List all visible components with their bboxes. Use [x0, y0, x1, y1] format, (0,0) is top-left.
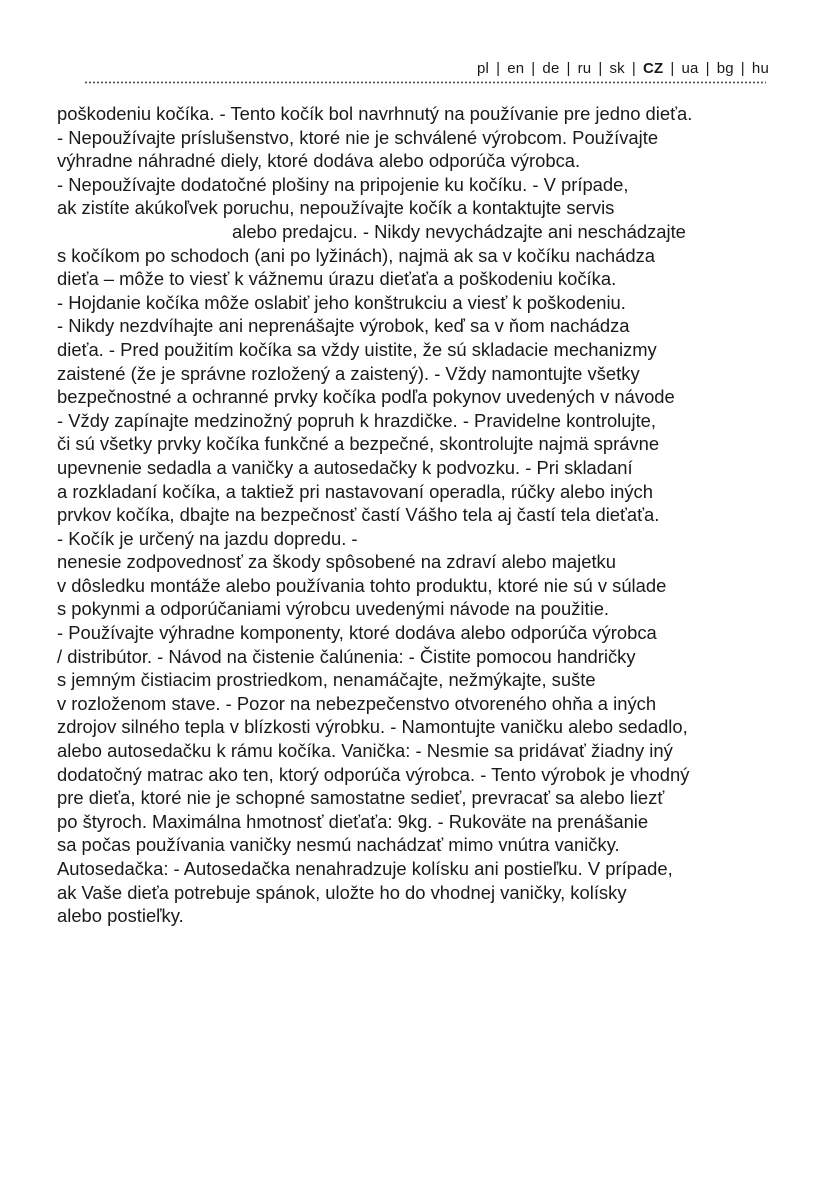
safety-instructions-text: [57, 102, 797, 928]
lang-separator: |: [740, 60, 745, 77]
text-line: alebo postieľky.: [57, 905, 184, 927]
text-line: po štyroch. Maximálna hmotnosť dieťaťa: 9kg. - Rukoväte na prenášanie: [57, 810, 649, 832]
text-line: ak Vaše dieťa potrebuje spánok, uložte ho do vhodnej vaničky, kolísky: [57, 881, 627, 903]
text-line: - Kočík je určený na jazdu dopredu. -: [57, 527, 358, 549]
text-line: Autosedačka: - Autosedačka nenahradzuje kolísku ani postieľku. V prípade,: [57, 858, 673, 879]
lang-cz[interactable]: CZ: [642, 60, 664, 77]
text-line: v rozloženom stave. - Pozor na nebezpečenstvo otvoreného ohňa a iných: [57, 692, 657, 714]
text-line: výhradne náhradné diely, ktoré dodáva alebo odporúča výrobca.: [57, 150, 581, 172]
lang-separator: |: [705, 60, 710, 77]
text-line: - Hojdanie kočíka môže oslabiť jeho konštrukciu a viesť k poškodeniu.: [57, 291, 626, 313]
lang-ua[interactable]: ua: [681, 60, 699, 77]
text-line: - Nepoužívajte dodatočné plošiny na pripojenie ku kočíku. - V prípade,: [57, 173, 629, 195]
text-line: nenesie zodpovednosť za škody spôsobené na zdraví alebo majetku: [57, 551, 616, 573]
text-line: - Nepoužívajte príslušenstvo, ktoré nie je schválené výrobcom. Používajte: [57, 126, 659, 148]
text-line: či sú všetky prvky kočíka funkčné a bezpečné, skontrolujte najmä správne: [57, 433, 660, 455]
text-line: zaistené (že je správne rozložený a zaistený). - Vždy namontujte všetky: [57, 362, 640, 384]
text-line: sa počas používania vaničky nesmú nachádzať mimo vnútra vaničky.: [57, 834, 620, 856]
lang-separator: |: [670, 60, 675, 77]
lang-bg[interactable]: bg: [716, 60, 734, 77]
text-line: s kočíkom po schodoch (ani po lyžinách), najmä ak sa v kočíku nachádza: [57, 244, 656, 266]
text-line: prvkov kočíka, dbajte na bezpečnosť častí Vášho tela aj častí tela dieťaťa.: [57, 504, 660, 526]
text-line: s jemným čistiacim prostriedkom, nenamáčajte, nežmýkajte, sušte: [57, 669, 596, 691]
dotted-divider: [84, 81, 766, 84]
lang-sk[interactable]: sk: [609, 60, 625, 77]
text-line: - Používajte výhradne komponenty, ktoré dodáva alebo odporúča výrobca: [57, 622, 657, 644]
text-line: alebo autosedačku k rámu kočíka. Vanička: - Nesmie sa pridávať žiadny iný: [57, 740, 673, 762]
text-line: - Vždy zapínajte medzinožný popruh k hrazdičke. - Pravidelne kontrolujte,: [57, 409, 657, 431]
text-line: dieťa – môže to viesť k vážnemu úrazu dieťaťa a poškodeniu kočíka.: [57, 268, 617, 290]
text-line: poškodeniu kočíka. - Tento kočík bol navrhnutý na používanie pre jedno dieťa.: [57, 103, 693, 124]
text-line: / distribútor. - Návod na čistenie čalúnenia: - Čistite pomocou handričky: [57, 645, 636, 667]
text-line: bezpečnostné a ochranné prvky kočíka podľa pokynov uvedených v návode: [57, 386, 675, 408]
lang-pl[interactable]: pl: [477, 60, 490, 77]
text-line: - Nikdy nezdvíhajte ani neprenášajte výrobok, keď sa v ňom nachádza: [57, 315, 630, 337]
text-line: zdrojov silného tepla v blízkosti výrobku. - Namontujte vaničku alebo sedadlo,: [57, 716, 688, 738]
lang-separator: |: [631, 60, 636, 77]
lang-en[interactable]: en: [507, 60, 525, 77]
text-line: pre dieťa, ktoré nie je schopné samostatne sedieť, prevracať sa alebo liezť: [57, 787, 665, 809]
lang-separator: |: [496, 60, 501, 77]
text-line: s pokynmi a odporúčaniami výrobcu uvedenými návode na použitie.: [57, 598, 610, 620]
lang-de[interactable]: de: [542, 60, 560, 77]
text-line: v dôsledku montáže alebo používania tohto produktu, ktoré nie sú v súlade: [57, 574, 667, 596]
text-line: upevnenie sedadla a vaničky a autosedačky k podvozku. - Pri skladaní: [57, 456, 633, 478]
lang-separator: |: [598, 60, 603, 77]
lang-ru[interactable]: ru: [577, 60, 592, 77]
text-line: alebo predajcu. - Nikdy nevychádzajte ani neschádzajte: [232, 220, 686, 242]
text-line: dodatočný matrac ako ten, ktorý odporúča výrobca. - Tento výrobok je vhodný: [57, 763, 690, 785]
text-line: dieťa. - Pred použitím kočíka sa vždy uistite, že sú skladacie mechanizmy: [57, 338, 657, 360]
lang-separator: |: [566, 60, 571, 77]
lang-hu[interactable]: hu: [751, 60, 769, 77]
lang-separator: |: [531, 60, 536, 77]
language-selector: [477, 60, 769, 77]
text-line: ak zistíte akúkoľvek poruchu, nepoužívajte kočík a kontaktujte servis: [57, 197, 615, 219]
text-line: a rozkladaní kočíka, a taktiež pri nastavovaní operadla, rúčky alebo iných: [57, 480, 653, 502]
